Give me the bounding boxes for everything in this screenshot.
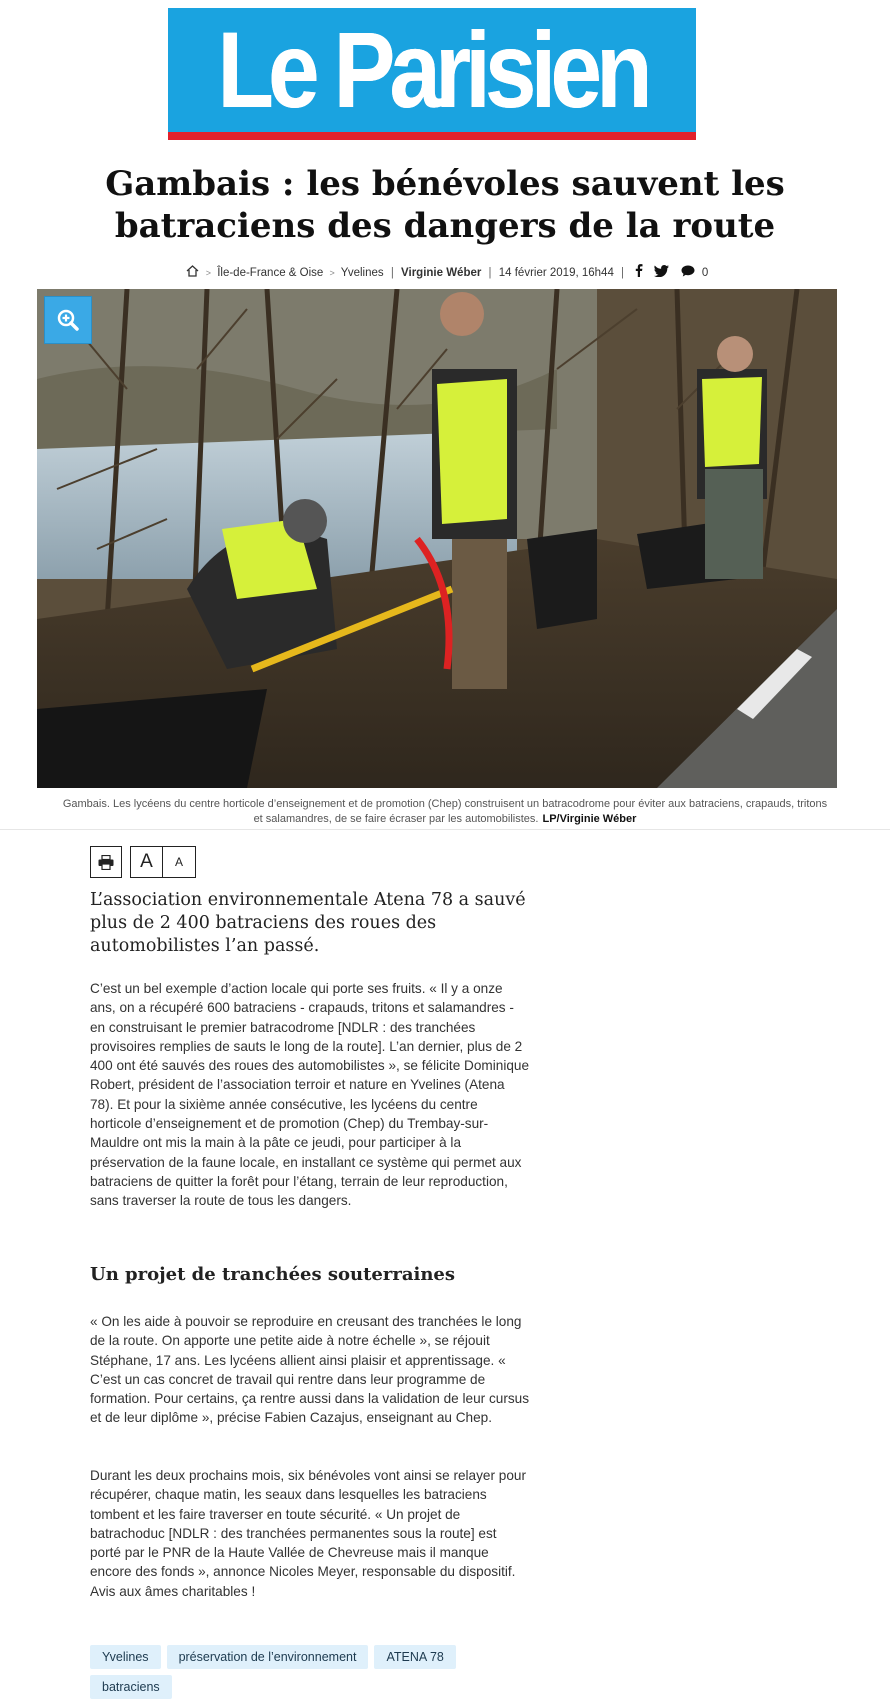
tag[interactable]: batraciens [90,1675,172,1699]
tag[interactable]: préservation de l’environnement [167,1645,369,1669]
tag[interactable]: ATENA 78 [374,1645,455,1669]
article-paragraph: C’est un bel exemple d’action locale qui porte ses fruits. « Il y a onze ans, on a récupéré 600 batraciens - crapauds, tritons et salamandres - en construisant le premier batracodrome [NDLR : des tranchées provisoires remplies de sauts le long de la route]. L’an dernier, plus de 2 400 ont été sauvés des roues des automobilistes », se félicite Dominique Robert, président de l’association terroir et nature en Yvelines (Atena 78). Et pour la sixième année consécutive, les lycéens du centre horticole d’enseignement et de promotion (Chep) du Trembay-sur-Mauldre ont mis la main à la pâte ce jeudi, pour participer à la préservation de la faune locale, en installant ce système qui permet aux batraciens de quitter la forêt pour l’étang, terrain de leur reproduction, sans traverser la route de tous les dangers. [90,981,530,1209]
printer-icon [98,855,114,870]
zoom-button[interactable] [44,296,92,344]
photo-caption [60,797,830,827]
home-icon[interactable] [186,265,199,282]
logo-wordmark: Le Parisien [217,9,647,130]
breadcrumb-department-link[interactable]: Yvelines [340,267,384,280]
article-headline: Gambais : les bénévoles sauvent les batraciens des dangers de la route [105,164,785,246]
breadcrumb-separator: > [329,268,335,279]
article-lead: L’association environnementale Atena 78 a sauvé plus de 2 400 batraciens des roues des automobilistes l’an passé. [90,890,526,956]
font-decrease-button[interactable]: A [163,846,196,878]
article-paragraph: « On les aide à pouvoir se reproduire en creusant des tranchées le long de la route. On apporte une petite aide à notre échelle », se réjouit Stéphane, 17 ans. Les lycéens allient ainsi plaisir et apprentissage. « C’est un cas concret de travail qui rentre dans leur programme de formation. Pour certains, ça rentre aussi dans la validation de leur cursus et de leur diplôme », précise Fabien Cazajus, enseignant au Chep. [90,1314,529,1426]
article-tools [90,846,196,878]
tag[interactable]: Yvelines [90,1645,161,1669]
comment-count[interactable]: 0 [701,267,709,280]
divider [0,829,890,830]
print-button[interactable] [90,846,122,878]
site-logo[interactable] [168,8,696,154]
breadcrumb-region-link[interactable]: Île-de-France & Oise [217,267,324,280]
photo-illustration [37,289,837,788]
publish-date: 14 février 2019, 16h44 [498,267,614,280]
logo-red-stripe [168,132,696,140]
caption-text: Gambais. Les lycéens du centre horticole d’enseignement et de promotion (Chep) construisent un batracodrome pour éviter aux batraciens, crapauds, tritons et salamandres, de se faire écraser par les automobilistes. [62,798,828,825]
tag-list [90,1645,510,1702]
article-meta: > Île-de-France & Oise > Yvelines | Virginie Wéber | 14 février 2019, 16h44 | 0 [0,264,890,282]
article-photo[interactable] [37,289,837,788]
photo-credit: LP/Virginie Wéber [542,813,637,825]
twitter-icon[interactable] [654,265,669,282]
article-paragraph: Durant les deux prochains mois, six bénévoles vont ainsi se relayer pour récupérer, chaque matin, les seaux dans lesquelles les batraciens tombent et les faire traverser en toute sécurité. « Un projet de batrachoduc [NDLR : des tranchées permanentes sous la route] est porté par le PNR de la Haute Vallée de Chevreuse mais il manque encore des fonds », annonce Nicoles Meyer, responsable du dispositif. Avis aux âmes charitables ! [90,1468,526,1599]
font-increase-button[interactable]: A [130,846,163,878]
breadcrumb-separator: > [205,268,211,279]
author-name[interactable]: Virginie Wéber [401,267,482,280]
article-subheading: Un projet de tranchées souterraines [90,1264,456,1285]
zoom-in-icon [56,308,80,332]
facebook-icon[interactable] [635,264,643,282]
comment-icon[interactable] [681,265,695,282]
